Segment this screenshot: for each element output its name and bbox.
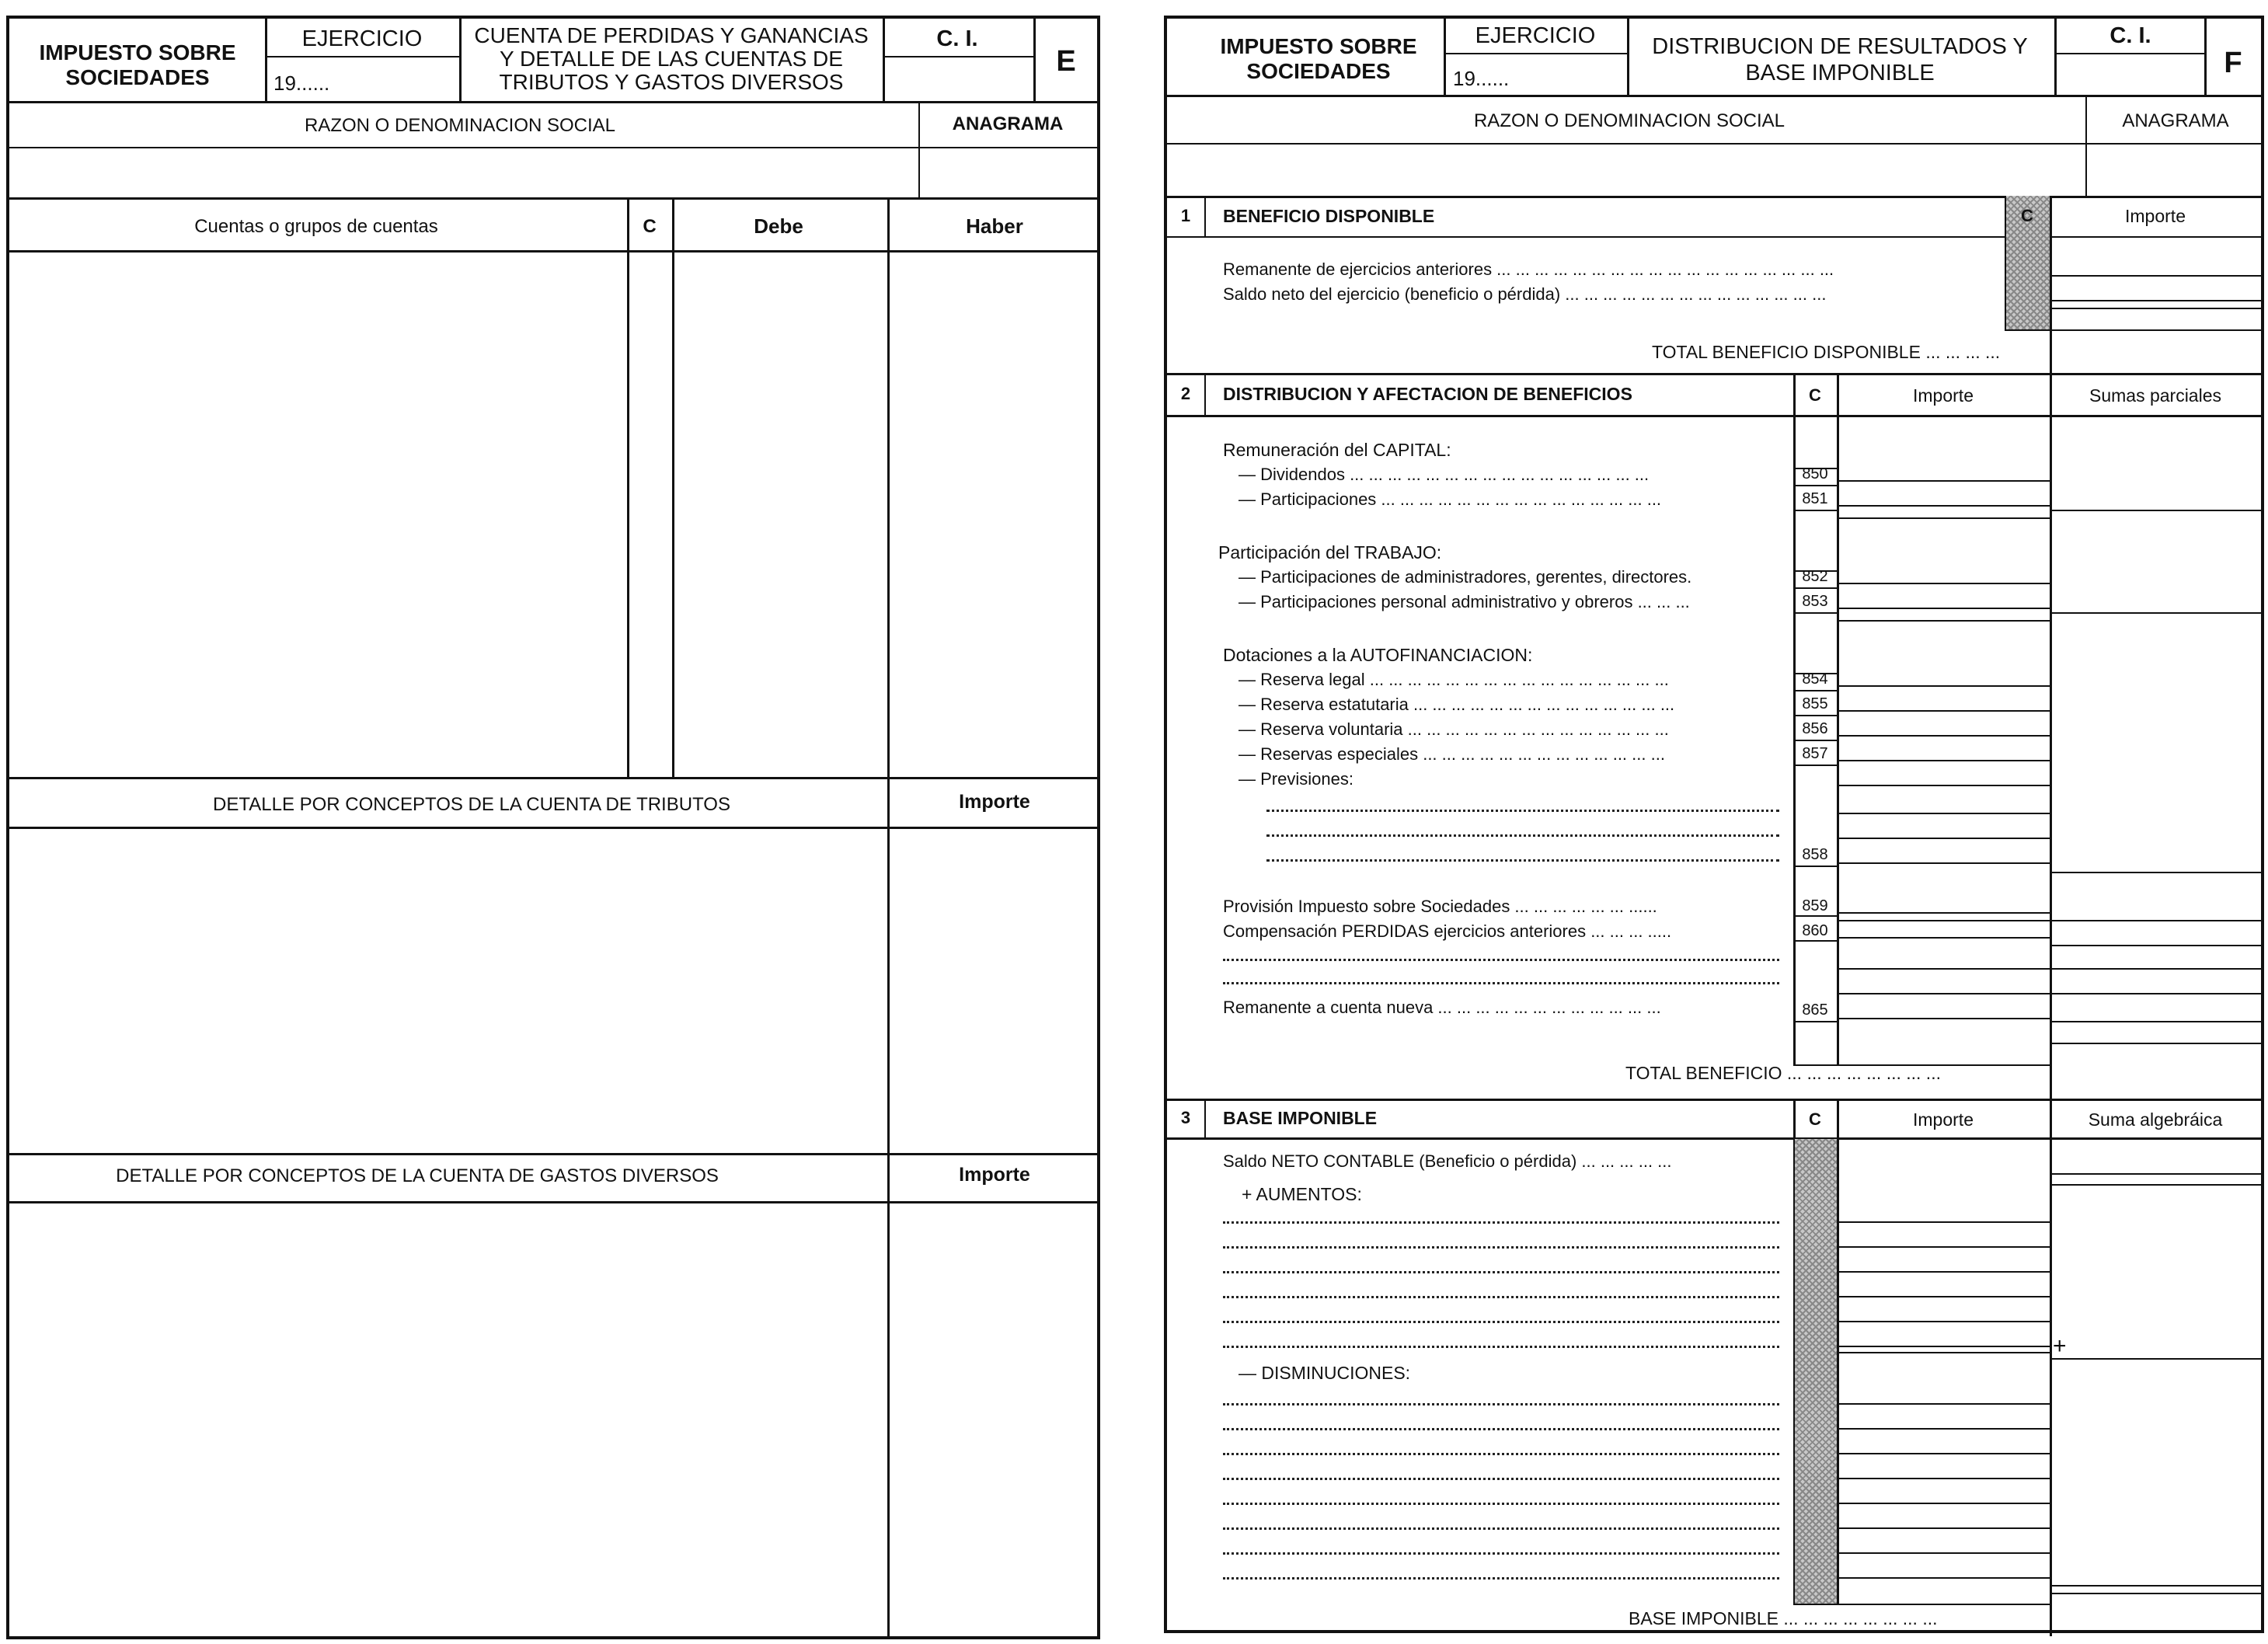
importe-row-line <box>1793 587 1837 589</box>
saldo-neto-contable: Saldo NETO CONTABLE (Beneficio o pérdida) ... ... ... ... ... <box>1223 1151 1672 1171</box>
compensacion-dotted-line <box>1223 959 1779 961</box>
importe-row-line <box>1793 673 1837 674</box>
gastos-header-bottom <box>9 1201 1097 1203</box>
year-field[interactable]: 19...... <box>1453 67 1510 90</box>
importe-row-line <box>1793 765 1837 766</box>
s3-number: 3 <box>1180 1108 1191 1127</box>
s1-title: BENEFICIO DISPONIBLE <box>1223 206 1435 226</box>
importe-row-line <box>1837 517 2050 519</box>
importe-row-line <box>1837 735 2050 737</box>
importe-row-line <box>1793 915 1837 917</box>
s3-importe-line <box>1837 1271 2050 1273</box>
s2-header-bottom <box>1167 415 2261 417</box>
s3-importe-line <box>1837 1352 2050 1353</box>
accounts-col-divider <box>627 197 629 777</box>
s1-importe-divider <box>2050 196 2052 388</box>
importe-row-line <box>1837 685 2050 687</box>
form-title-line-2: Y DETALLE DE LAS CUENTAS DE <box>500 47 843 71</box>
header-bottom-line <box>1167 95 2261 97</box>
form-letter: E <box>1056 45 1076 78</box>
part-admin-row: — Participaciones de administradores, gerentes, directores. <box>1239 567 1692 587</box>
s3-c-hatch <box>1795 1139 1837 1604</box>
anagrama-divider <box>918 101 920 197</box>
s2-col-sumas: Sumas parciales <box>2089 385 2222 406</box>
s3-importe-line <box>1837 1321 2050 1322</box>
aumentos-dotted-line <box>1223 1246 1779 1249</box>
form-title-line-1: CUENTA DE PERDIDAS Y GANANCIAS <box>474 23 869 47</box>
s1-col-c: C <box>2021 206 2033 225</box>
razon-bottom <box>1167 196 2261 198</box>
anagrama-label: ANAGRAMA <box>952 113 1064 134</box>
aumentos-heading: + AUMENTOS: <box>1242 1184 1362 1204</box>
header-divider <box>265 19 267 101</box>
s1-row-line <box>2005 329 2261 331</box>
s1-header-bottom <box>1167 236 2261 238</box>
disminuciones-dotted-line <box>1223 1403 1779 1405</box>
trabajo-heading: Participación del TRABAJO: <box>1218 542 1442 563</box>
code-851: 851 <box>1802 490 1828 507</box>
aumentos-dotted-line <box>1223 1296 1779 1298</box>
s3-importe-line <box>1837 1428 2050 1430</box>
importe-row-line <box>1793 510 1837 511</box>
importe-row-line <box>1837 710 2050 712</box>
col-c: C <box>643 216 657 237</box>
compensacion-row: Compensación PERDIDAS ejercicios anteriores ... ... ... ..... <box>1223 921 1672 941</box>
disminuciones-dotted-line <box>1223 1428 1779 1430</box>
razon-label: RAZON O DENOMINACION SOCIAL <box>304 115 616 136</box>
s3-importe-line <box>1837 1346 2050 1347</box>
s3-importe-bottom <box>1793 1604 2050 1605</box>
year-field[interactable]: 19...... <box>273 71 330 95</box>
importe-row-line <box>1793 690 1837 691</box>
s1-c-divider <box>2005 196 2006 329</box>
tributos-importe-label: Importe <box>959 791 1030 813</box>
s1-col-importe: Importe <box>2125 206 2186 226</box>
capital-heading: Remuneración del CAPITAL: <box>1223 440 1451 460</box>
s3-suma-line <box>2050 1585 2261 1587</box>
importe-row-line <box>1793 570 1837 572</box>
importe-row-line <box>1793 612 1837 614</box>
s1-saldo-neto: Saldo neto del ejercicio (beneficio o pérdida) ... ... ... ... ... ... ... ... ... ... ... ... ... ... <box>1223 284 1827 304</box>
s1-num-divider <box>1204 196 1206 236</box>
razon-line <box>9 147 1097 148</box>
anagrama-divider <box>2085 95 2087 196</box>
importe-row-line <box>1793 740 1837 741</box>
aumentos-dotted-line <box>1223 1221 1779 1224</box>
ejercicio-label: EJERCICIO <box>301 26 423 51</box>
sumas-row-line <box>2050 612 2261 614</box>
header-bottom-line <box>9 101 1097 103</box>
s3-importe-line <box>1837 1552 2050 1554</box>
s2-title: DISTRIBUCION Y AFECTACION DE BENEFICIOS <box>1223 384 1632 404</box>
sumas-row-line <box>2050 945 2261 946</box>
sumas-row-line <box>2050 1043 2261 1044</box>
importe-row-line <box>1837 920 2050 921</box>
accounts-col-divider <box>887 197 890 777</box>
code-859: 859 <box>1802 897 1828 914</box>
s2-col-importe: Importe <box>1913 385 1974 406</box>
importe-row-line <box>1837 785 2050 786</box>
s3-suma-line <box>2050 1173 2261 1175</box>
sumas-row-line <box>2050 1021 2261 1022</box>
code-857: 857 <box>1802 745 1828 762</box>
s3-col-c: C <box>1809 1109 1821 1129</box>
ejercicio-label: EJERCICIO <box>1475 23 1596 48</box>
s3-importe-line <box>1837 1221 2050 1223</box>
code-850: 850 <box>1802 465 1828 482</box>
previsiones-dotted-line <box>1266 810 1779 812</box>
sumas-row-line <box>2050 510 2261 511</box>
s3-header-bottom <box>1167 1137 2261 1140</box>
importe-row-line <box>1837 608 2050 609</box>
importe-row-line <box>1837 620 2050 622</box>
s2-col-c: C <box>1809 385 1821 405</box>
autofin-heading: Dotaciones a la AUTOFINANCIACION: <box>1223 645 1533 665</box>
code-852: 852 <box>1802 568 1828 585</box>
form-f <box>1164 16 2264 1633</box>
s2-number: 2 <box>1180 384 1191 403</box>
s2-sumas-divider <box>2050 373 2052 1114</box>
s3-suma-line <box>2050 1358 2261 1360</box>
s1-row-line <box>2050 308 2261 309</box>
tributos-top <box>9 777 1097 779</box>
header-divider <box>1444 19 1446 95</box>
s3-num-divider <box>1204 1099 1206 1137</box>
accounts-header-bottom <box>9 250 1097 253</box>
code-855: 855 <box>1802 695 1828 712</box>
remanente-row: Remanente a cuenta nueva ... ... ... ... ... ... ... ... ... ... ... ... <box>1223 998 1661 1017</box>
disminuciones-dotted-line <box>1223 1577 1779 1580</box>
part-personal-row: — Participaciones personal administrativo y obreros ... ... ... <box>1239 592 1690 611</box>
disminuciones-dotted-line <box>1223 1453 1779 1455</box>
s3-importe-line <box>1837 1577 2050 1579</box>
header-divider <box>1033 19 1036 101</box>
reserva-voluntaria-row: — Reserva voluntaria ... ... ... ... ... ... ... ... ... ... ... ... ... ... <box>1239 719 1669 739</box>
reserva-estatutaria-row: — Reserva estatutaria ... ... ... ... ... ... ... ... ... ... ... ... ... ... <box>1239 695 1675 714</box>
importe-row-line <box>1837 813 2050 814</box>
form-title-line-2: BASE IMPONIBLE <box>1745 61 1935 85</box>
form-letter: F <box>2224 47 2242 79</box>
col-debe: Debe <box>754 214 803 238</box>
s3-suma-divider <box>2050 1099 2052 1636</box>
razon-label: RAZON O DENOMINACION SOCIAL <box>1473 110 1785 131</box>
s3-col-importe: Importe <box>1913 1109 1974 1130</box>
importe-row-line <box>1837 583 2050 584</box>
gastos-top <box>9 1153 1097 1155</box>
header-divider <box>883 19 885 101</box>
disminuciones-dotted-line <box>1223 1552 1779 1555</box>
ci-label: C. I. <box>936 26 978 51</box>
importe-row-line <box>1837 760 2050 761</box>
compensacion-dotted-line <box>1223 982 1779 984</box>
importe-row-line <box>1793 866 1837 867</box>
header-divider <box>1627 19 1629 95</box>
sumas-row-line <box>2050 872 2261 873</box>
form-e <box>6 16 1100 1639</box>
participaciones-row: — Participaciones ... ... ... ... ... ... ... ... ... ... ... ... ... ... ... <box>1239 489 1662 509</box>
base-imponible-total: BASE IMPONIBLE ... ... ... ... ... ... ... ... <box>1629 1608 1938 1628</box>
code-865: 865 <box>1802 1001 1828 1019</box>
importe-row-line <box>1837 480 2050 482</box>
gastos-importe-label: Importe <box>959 1164 1030 1186</box>
importe-row-line <box>1793 715 1837 716</box>
gastos-label: DETALLE POR CONCEPTOS DE LA CUENTA DE GASTOS DIVERSOS <box>116 1165 719 1186</box>
col-cuentas: Cuentas o grupos de cuentas <box>194 216 438 237</box>
code-853: 853 <box>1802 593 1828 610</box>
s3-importe-line <box>1837 1246 2050 1248</box>
sumas-row-line <box>2050 968 2261 970</box>
previsiones-dotted-line <box>1266 834 1779 837</box>
importe-col-divider <box>887 777 890 1636</box>
reserva-legal-row: — Reserva legal ... ... ... ... ... ... ... ... ... ... ... ... ... ... ... ... <box>1239 670 1669 689</box>
s2-importe-divider <box>1837 373 1839 1064</box>
dividendos-row: — Dividendos ... ... ... ... ... ... ... ... ... ... ... ... ... ... ... ... <box>1239 465 1650 484</box>
s3-importe-line <box>1837 1478 2050 1479</box>
importe-row-line <box>1837 912 2050 914</box>
s3-importe-line <box>1837 1453 2050 1454</box>
s1-total: TOTAL BENEFICIO DISPONIBLE ... ... ... ... <box>1652 342 2001 362</box>
tax-title-2: SOCIEDADES <box>65 65 210 89</box>
tributos-label: DETALLE POR CONCEPTOS DE LA CUENTA DE TRIBUTOS <box>213 794 730 815</box>
tributos-header-bottom <box>9 827 1097 829</box>
aumentos-dotted-line <box>1223 1346 1779 1348</box>
aumentos-dotted-line <box>1223 1271 1779 1273</box>
s2-top <box>1167 373 2261 375</box>
s3-top <box>1167 1099 2261 1101</box>
header-divider <box>2204 19 2207 95</box>
importe-row-line <box>1837 968 2050 970</box>
s3-col-suma: Suma algebráica <box>2088 1109 2223 1130</box>
aumentos-dotted-line <box>1223 1321 1779 1323</box>
col-haber: Haber <box>966 214 1023 238</box>
importe-row-line <box>1793 468 1837 469</box>
ejercicio-divider <box>265 56 459 57</box>
provision-row: Provisión Impuesto sobre Sociedades ... ... ... ... ... ... ...... <box>1223 897 1657 916</box>
importe-row-line <box>1837 993 2050 994</box>
tax-title: IMPUESTO SOBRE <box>39 40 236 64</box>
importe-row-line <box>1793 1021 1837 1022</box>
ejercicio-divider <box>1444 53 1627 54</box>
header-divider <box>459 19 462 101</box>
s3-importe-line <box>1837 1527 2050 1529</box>
ci-divider <box>883 56 1033 57</box>
disminuciones-dotted-line <box>1223 1503 1779 1505</box>
suma-plus-sign: + <box>2053 1333 2067 1359</box>
previsiones-row: — Previsiones: <box>1239 769 1353 789</box>
s1-remanente: Remanente de ejercicios anteriores ... ... ... ... ... ... ... ... ... ... ... ... ... ... ... ... ... ... <box>1223 259 1834 279</box>
importe-row-line <box>1837 1018 2050 1019</box>
importe-row-line <box>1837 937 2050 939</box>
razon-bottom <box>9 197 1097 200</box>
ci-divider <box>2054 53 2204 54</box>
importe-row-line <box>1837 505 2050 507</box>
code-860: 860 <box>1802 922 1828 939</box>
disminuciones-dotted-line <box>1223 1527 1779 1530</box>
s2-c-divider <box>1793 373 1796 1064</box>
s1-row-line <box>2050 275 2261 277</box>
importe-row-line <box>1793 485 1837 486</box>
form-title-line-1: DISTRIBUCION DE RESULTADOS Y <box>1652 34 2028 59</box>
previsiones-dotted-line <box>1266 859 1779 862</box>
s3-title: BASE IMPONIBLE <box>1223 1108 1378 1128</box>
ci-label: C. I. <box>2109 23 2151 48</box>
s3-importe-line <box>1837 1403 2050 1405</box>
anagrama-label: ANAGRAMA <box>2122 110 2229 131</box>
importe-row-line <box>1837 862 2050 864</box>
reservas-especiales-row: — Reservas especiales ... ... ... ... ... ... ... ... ... ... ... ... ... <box>1239 744 1665 764</box>
form-title-line-3: TRIBUTOS Y GASTOS DIVERSOS <box>499 70 844 94</box>
s1-number: 1 <box>1180 206 1191 225</box>
tax-title-2: SOCIEDADES <box>1246 59 1391 83</box>
header-divider <box>2054 19 2057 95</box>
s2-total: TOTAL BENEFICIO ... ... ... ... ... ... ... ... <box>1625 1063 1941 1083</box>
s3-suma-line <box>2050 1184 2261 1186</box>
tax-title: IMPUESTO SOBRE <box>1220 34 1417 58</box>
s2-num-divider <box>1204 373 1206 415</box>
s3-suma-line <box>2050 1593 2261 1594</box>
importe-row-line <box>1793 940 1837 942</box>
code-854: 854 <box>1802 670 1828 688</box>
disminuciones-heading: — DISMINUCIONES: <box>1239 1363 1411 1383</box>
s1-row-line <box>2050 300 2261 301</box>
code-856: 856 <box>1802 720 1828 737</box>
sumas-row-line <box>2050 920 2261 921</box>
disminuciones-dotted-line <box>1223 1478 1779 1480</box>
s3-importe-line <box>1837 1503 2050 1504</box>
code-858: 858 <box>1802 846 1828 863</box>
razon-line <box>1167 143 2261 145</box>
sumas-row-line <box>2050 993 2261 994</box>
s3-importe-line <box>1837 1296 2050 1297</box>
accounts-col-divider <box>672 197 674 777</box>
importe-row-line <box>1837 838 2050 839</box>
